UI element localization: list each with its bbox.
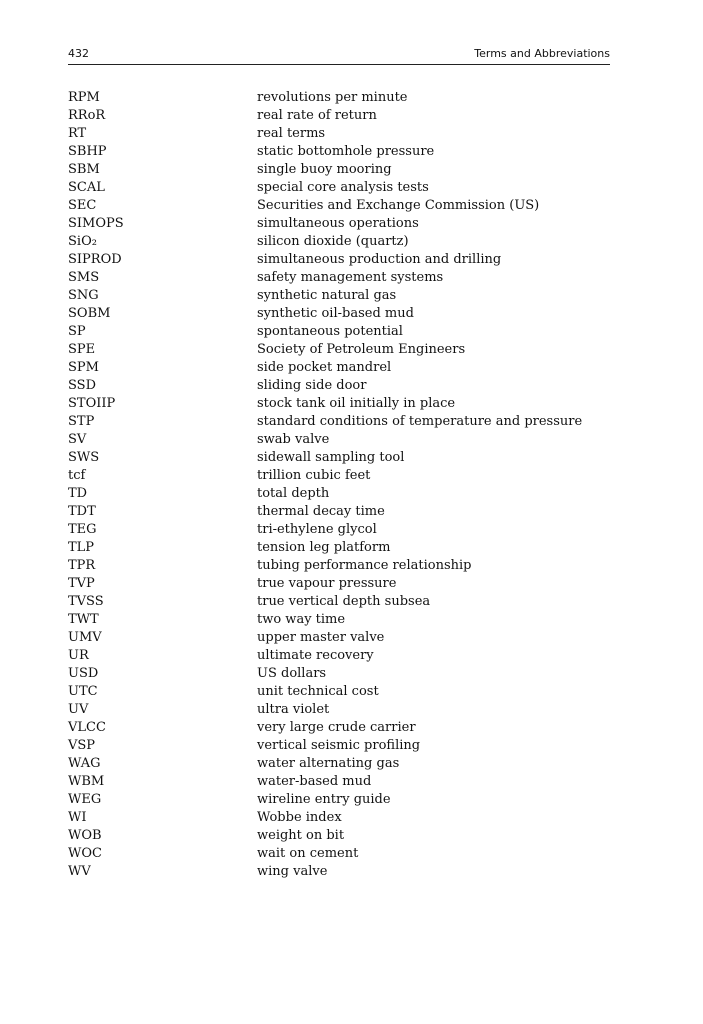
abbreviation: WV xyxy=(68,864,91,879)
list-item xyxy=(68,539,610,557)
definition: wing valve xyxy=(257,864,328,879)
definition: ultimate recovery xyxy=(257,648,374,663)
list-item xyxy=(68,701,610,719)
abbreviation: RPM xyxy=(68,90,100,105)
definition: vertical seismic profiling xyxy=(257,738,421,753)
list-item xyxy=(68,557,610,575)
list-item xyxy=(68,431,610,449)
abbreviation: SPM xyxy=(68,360,99,375)
definition: real terms xyxy=(257,126,326,141)
abbreviation: UTC xyxy=(68,684,98,699)
abbreviation: RRoR xyxy=(68,108,106,123)
abbreviation: STP xyxy=(68,414,95,429)
abbreviation: SEC xyxy=(68,198,97,213)
abbreviation: SNG xyxy=(68,288,99,303)
definition: special core analysis tests xyxy=(257,180,429,195)
running-title: Terms and Abbreviations xyxy=(474,47,610,60)
definition: stock tank oil initially in place xyxy=(257,396,456,411)
abbreviation: STOIIP xyxy=(68,396,116,411)
definition: single buoy mooring xyxy=(257,162,392,177)
definition: sidewall sampling tool xyxy=(257,450,405,465)
list-item xyxy=(68,179,610,197)
definition: tension leg platform xyxy=(257,540,391,555)
definition: sliding side door xyxy=(257,378,367,393)
definition: simultaneous production and drilling xyxy=(257,252,502,267)
list-item xyxy=(68,125,610,143)
abbreviation: USD xyxy=(68,666,99,681)
list-item xyxy=(68,629,610,647)
abbreviation: TVP xyxy=(68,576,95,591)
list-item xyxy=(68,845,610,863)
list-item xyxy=(68,197,610,215)
list-item xyxy=(68,485,610,503)
list-item xyxy=(68,323,610,341)
abbreviation: SPE xyxy=(68,342,96,357)
list-item xyxy=(68,665,610,683)
definition: thermal decay time xyxy=(257,504,385,519)
abbreviation: UR xyxy=(68,648,89,663)
abbreviation: SIPROD xyxy=(68,252,122,267)
definition: safety management systems xyxy=(257,270,444,285)
definition: Securities and Exchange Commission (US) xyxy=(257,198,540,213)
definition: simultaneous operations xyxy=(257,216,419,231)
abbreviation: RT xyxy=(68,126,87,141)
list-item xyxy=(68,773,610,791)
definition: upper master valve xyxy=(257,630,385,645)
definition: side pocket mandrel xyxy=(257,360,392,375)
definition: Wobbe index xyxy=(257,810,342,825)
list-item xyxy=(68,395,610,413)
definition: tri-ethylene glycol xyxy=(257,522,377,537)
definition: true vertical depth subsea xyxy=(257,594,431,609)
list-item xyxy=(68,611,610,629)
abbreviation: UV xyxy=(68,702,89,717)
definition: standard conditions of temperature and pressure xyxy=(257,414,583,429)
list-item xyxy=(68,287,610,305)
list-item xyxy=(68,89,610,107)
list-item xyxy=(68,359,610,377)
list-item xyxy=(68,503,610,521)
list-item xyxy=(68,593,610,611)
list-item xyxy=(68,683,610,701)
abbreviation: SOBM xyxy=(68,306,111,321)
abbreviation: TD xyxy=(68,486,88,501)
abbreviation: SSD xyxy=(68,378,97,393)
abbreviation: TDT xyxy=(68,504,96,519)
abbreviation: SV xyxy=(68,432,87,447)
list-item xyxy=(68,827,610,845)
list-item xyxy=(68,863,610,881)
definition: silicon dioxide (quartz) xyxy=(257,234,409,249)
definition: static bottomhole pressure xyxy=(257,144,435,159)
definition: very large crude carrier xyxy=(257,720,416,735)
abbreviation: WAG xyxy=(68,756,101,771)
abbreviation: VSP xyxy=(68,738,96,753)
list-item xyxy=(68,269,610,287)
list-item xyxy=(68,107,610,125)
abbreviation: SBHP xyxy=(68,144,107,159)
list-item xyxy=(68,341,610,359)
page-header xyxy=(68,45,610,65)
abbreviation: WI xyxy=(68,810,87,825)
abbreviation: WOB xyxy=(68,828,102,843)
list-item xyxy=(68,647,610,665)
list-item xyxy=(68,449,610,467)
definition: real rate of return xyxy=(257,108,377,123)
definition: ultra violet xyxy=(257,702,330,717)
list-item xyxy=(68,377,610,395)
definition: water-based mud xyxy=(257,774,372,789)
definition: spontaneous potential xyxy=(257,324,403,339)
abbreviation: UMV xyxy=(68,630,102,645)
list-item xyxy=(68,809,610,827)
list-item xyxy=(68,575,610,593)
list-item xyxy=(68,161,610,179)
definition: swab valve xyxy=(257,432,330,447)
definition: wireline entry guide xyxy=(257,792,391,807)
abbreviation: tcf xyxy=(68,468,86,483)
abbreviation: WEG xyxy=(68,792,102,807)
abbreviation: TLP xyxy=(68,540,95,555)
abbreviation: TVSS xyxy=(68,594,104,609)
abbreviation: VLCC xyxy=(68,720,106,735)
list-item xyxy=(68,467,610,485)
list-item xyxy=(68,233,610,251)
definition: wait on cement xyxy=(257,846,359,861)
definition: Society of Petroleum Engineers xyxy=(257,342,466,357)
page-number: 432 xyxy=(68,47,89,60)
definition: water alternating gas xyxy=(257,756,400,771)
abbreviation: SMS xyxy=(68,270,100,285)
definition: tubing performance relationship xyxy=(257,558,472,573)
definition: weight on bit xyxy=(257,828,345,843)
list-item xyxy=(68,305,610,323)
list-item xyxy=(68,791,610,809)
abbreviation: TPR xyxy=(68,558,96,573)
abbreviation: SP xyxy=(68,324,86,339)
definition: total depth xyxy=(257,486,330,501)
list-item xyxy=(68,413,610,431)
list-item xyxy=(68,143,610,161)
list-item xyxy=(68,719,610,737)
abbreviation: SIMOPS xyxy=(68,216,124,231)
abbreviation: SiO₂ xyxy=(68,234,97,249)
definition: synthetic natural gas xyxy=(257,288,397,303)
definition: US dollars xyxy=(257,666,327,681)
definition: revolutions per minute xyxy=(257,90,408,105)
definition: unit technical cost xyxy=(257,684,379,699)
list-item xyxy=(68,521,610,539)
list-item xyxy=(68,755,610,773)
abbreviation: WBM xyxy=(68,774,105,789)
abbreviation-list xyxy=(68,89,610,881)
list-item xyxy=(68,737,610,755)
definition: two way time xyxy=(257,612,346,627)
definition: synthetic oil-based mud xyxy=(257,306,414,321)
abbreviation: TEG xyxy=(68,522,97,537)
definition: trillion cubic feet xyxy=(257,468,371,483)
abbreviation: TWT xyxy=(68,612,99,627)
abbreviation: SCAL xyxy=(68,180,105,195)
list-item xyxy=(68,251,610,269)
abbreviation: SBM xyxy=(68,162,100,177)
definition: true vapour pressure xyxy=(257,576,397,591)
list-item xyxy=(68,215,610,233)
abbreviation: WOC xyxy=(68,846,102,861)
abbreviation: SWS xyxy=(68,450,100,465)
